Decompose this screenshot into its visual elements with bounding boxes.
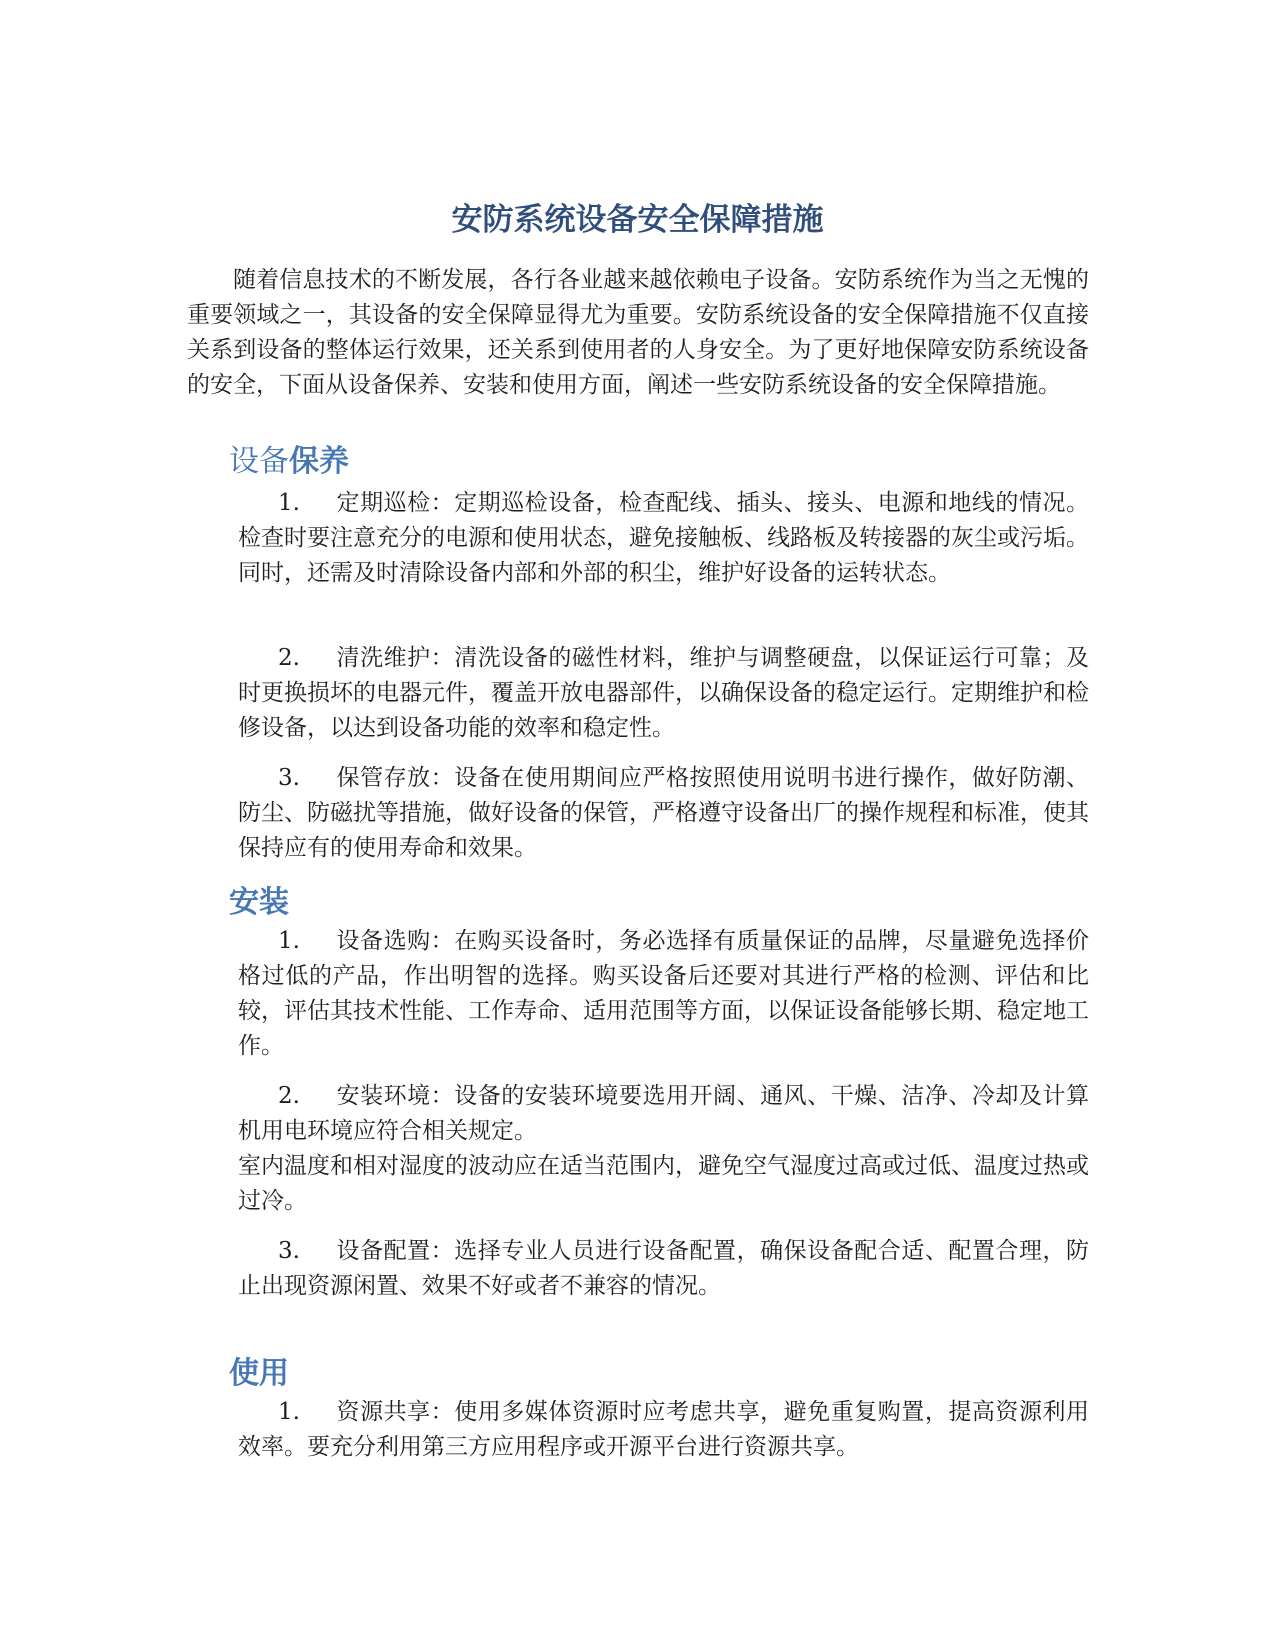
list-item	[238, 761, 1089, 866]
list-item	[238, 924, 1089, 1064]
section-heading-part-bold: 保养	[289, 444, 349, 479]
list-item	[238, 1395, 1089, 1465]
list-item	[238, 1079, 1089, 1219]
list-item	[238, 486, 1089, 591]
list-item-number: 1.	[278, 490, 300, 516]
list-item	[238, 1234, 1089, 1304]
section-heading-part: 设备	[229, 444, 289, 479]
list-item-text: 清洗维护：清洗设备的磁性材料，维护与调整硬盘，以保证运行可靠；及时更换损坏的电器元件，覆盖开放电器部件，以确保设备的稳定运行。定期维护和检修设备，以达到设备功能的效率和稳定性。	[238, 645, 1089, 741]
list-item-number: 3.	[278, 1238, 300, 1264]
list-item-text: 定期巡检：定期巡检设备，检查配线、插头、接头、电源和地线的情况。检查时要注意充分的电源和使用状态，避免接触板、线路板及转接器的灰尘或污垢。同时，还需及时清除设备内部和外部的积尘，维护好设备的运转状态。	[238, 490, 1089, 586]
list-item-number: 2.	[278, 645, 300, 671]
list-item	[238, 641, 1089, 746]
list-item-text: 设备选购：在购买设备时，务必选择有质量保证的品牌，尽量避免选择价格过低的产品，作出明智的选择。购买设备后还要对其进行严格的检测、评估和比较，评估其技术性能、工作寿命、适用范围等方面，以保证设备能够长期、稳定地工作。	[238, 928, 1089, 1059]
section-heading-part-bold: 安装	[229, 885, 289, 920]
section-heading-maintenance	[229, 442, 349, 482]
list-item-number: 3.	[278, 765, 300, 791]
list-item-text: 资源共享：使用多媒体资源时应考虑共享，避免重复购置，提高资源利用效率。要充分利用第三方应用程序或开源平台进行资源共享。	[238, 1399, 1089, 1460]
list-item-text: 设备配置：选择专业人员进行设备配置，确保设备配合适、配置合理，防止出现资源闲置、效果不好或者不兼容的情况。	[238, 1238, 1089, 1299]
list-item-text-continued: 室内温度和相对湿度的波动应在适当范围内，避免空气湿度过高或过低、温度过热或过冷。	[238, 1153, 1089, 1214]
list-item-number: 2.	[278, 1083, 300, 1109]
intro-paragraph: 随着信息技术的不断发展，各行各业越来越依赖电子设备。安防系统作为当之无愧的重要领域之一，其设备的安全保障显得尤为重要。安防系统设备的安全保障措施不仅直接关系到设备的整体运行效果，还关系到使用者的人身安全。为了更好地保障安防系统设备的安全，下面从设备保养、安装和使用方面，阐述一些安防系统设备的安全保障措施。	[187, 267, 1089, 398]
section-heading-usage	[229, 1354, 289, 1394]
list-item-number: 1.	[278, 928, 300, 954]
section-heading-installation	[229, 883, 289, 923]
list-item-number: 1.	[278, 1399, 300, 1425]
list-item-text: 安装环境：设备的安装环境要选用开阔、通风、干燥、洁净、冷却及计算机用电环境应符合相关规定。	[238, 1083, 1089, 1144]
document-title: 安防系统设备安全保障措施	[451, 202, 824, 238]
section-heading-part-bold: 使用	[229, 1356, 289, 1391]
list-item-text: 保管存放：设备在使用期间应严格按照使用说明书进行操作，做好防潮、防尘、防磁扰等措施，做好设备的保管，严格遵守设备出厂的操作规程和标准，使其保持应有的使用寿命和效果。	[238, 765, 1089, 861]
